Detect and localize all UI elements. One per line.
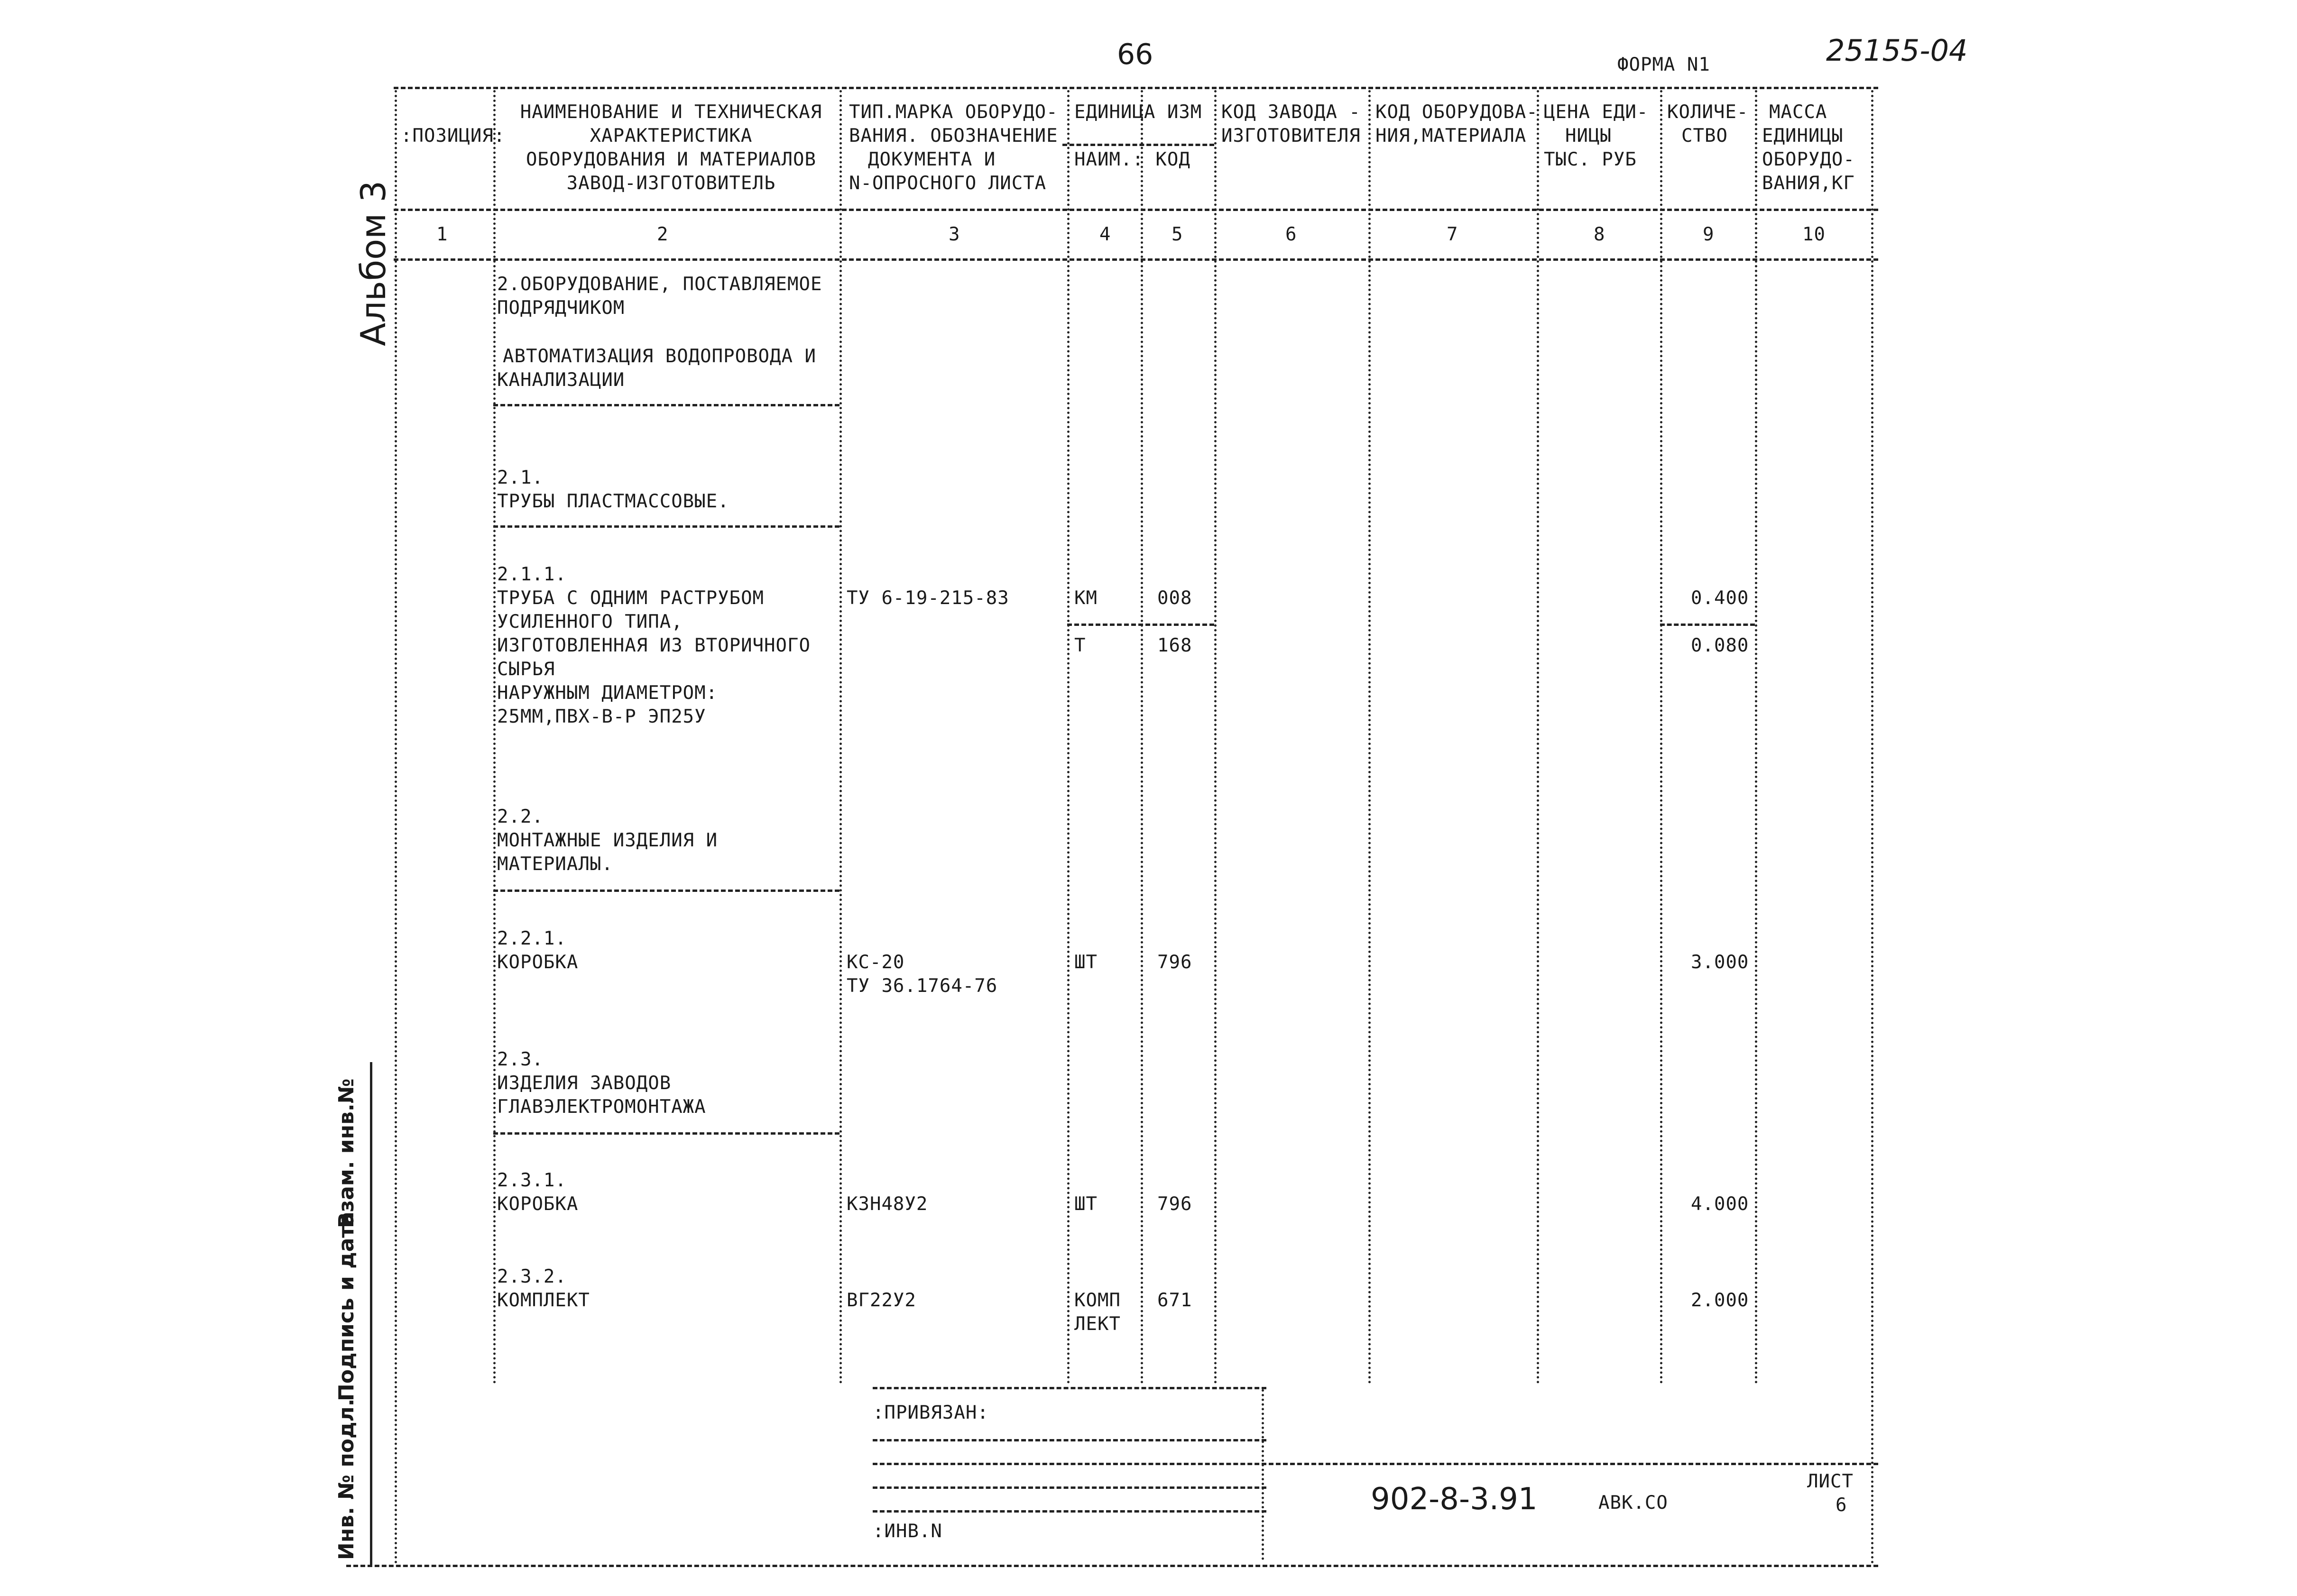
row-text: АВТОМАТИЗАЦИЯ ВОДОПРОВОДА И	[503, 346, 816, 367]
row-unit: ШТ	[1074, 952, 1098, 973]
row-qty: 3.000	[1691, 952, 1749, 973]
header-type-line: ДОКУМЕНТА И	[868, 149, 996, 170]
header-name-line: ЗАВОД-ИЗГОТОВИТЕЛЬ	[566, 173, 776, 194]
row-text: КОРОБКА	[497, 952, 579, 973]
col-number: 7	[1447, 224, 1458, 245]
row-text: 2.1.	[497, 467, 544, 488]
row-code: 796	[1157, 952, 1192, 973]
row-unit: Т	[1074, 635, 1086, 656]
row-text: ГЛАВЭЛЕКТРОМОНТАЖА	[497, 1096, 706, 1118]
row-code: 008	[1157, 587, 1192, 609]
row-text: 2.ОБОРУДОВАНИЕ, ПОСТАВЛЯЕМОЕ	[497, 274, 822, 295]
col-number: 3	[949, 224, 960, 245]
row-doc: ВГ22У2	[847, 1290, 916, 1311]
row-text: 2.3.1.	[497, 1170, 567, 1191]
row-unit: КМ	[1074, 587, 1098, 609]
col-number: 10	[1802, 224, 1826, 245]
row-text: 2.2.1.	[497, 928, 567, 949]
header-price-line: ЦЕНА ЕДИ-	[1544, 101, 1649, 123]
header-plant-code-line: ИЗГОТОВИТЕЛЯ	[1221, 125, 1361, 147]
privyazan-label: :ПРИВЯЗАН:	[873, 1402, 989, 1423]
header-quantity-line: КОЛИЧЕ-	[1667, 101, 1749, 123]
row-text: ПОДРЯДЧИКОМ	[497, 297, 625, 319]
sheet-number: 6	[1836, 1495, 1847, 1516]
album-label: Альбом 3	[353, 180, 393, 346]
row-text: ТРУБА С ОДНИМ РАСТРУБОМ	[497, 587, 765, 609]
header-equipment-code-line: КОД ОБОРУДОВА-	[1375, 101, 1538, 123]
row-unit: КОМП	[1074, 1290, 1121, 1311]
header-unit-line: НАИМ.: КОД	[1074, 149, 1190, 170]
header-mass-line: ОБОРУДО-	[1762, 149, 1855, 170]
row-unit: ЛЕКТ	[1074, 1313, 1121, 1335]
header-quantity-line: СТВО	[1681, 125, 1728, 147]
row-text: МОНТАЖНЫЕ ИЗДЕЛИЯ И	[497, 830, 718, 851]
vzam-inv-label: Взам. инв.№	[334, 1078, 359, 1228]
header-type-line: ТИП.МАРКА ОБОРУДО-	[849, 101, 1058, 123]
form-label: ФОРМА N1	[1617, 54, 1710, 75]
col-number: 8	[1594, 224, 1605, 245]
header-equipment-code-line: НИЯ,МАТЕРИАЛА	[1375, 125, 1527, 147]
col-number: 6	[1285, 224, 1297, 245]
inv-podl-label: Инв. № подл.	[334, 1398, 359, 1560]
col-number: 5	[1172, 224, 1183, 245]
header-mass-line: ЕДИНИЦЫ	[1762, 125, 1844, 147]
header-name-line: ОБОРУДОВАНИЯ И МАТЕРИАЛОВ	[526, 149, 816, 170]
row-doc: КС-20	[847, 952, 905, 973]
row-text: 2.3.2.	[497, 1266, 567, 1287]
col-number: 1	[436, 224, 448, 245]
signature-date-label: Подпись и дата	[334, 1211, 359, 1401]
header-plant-code-line: КОД ЗАВОДА -	[1221, 101, 1361, 123]
header-mass-line: ВАНИЯ,КГ	[1762, 173, 1855, 194]
col-number: 4	[1099, 224, 1111, 245]
col-number: 2	[657, 224, 669, 245]
row-text: ИЗДЕЛИЯ ЗАВОДОВ	[497, 1073, 672, 1094]
header-type-line: N-ОПРОСНОГО ЛИСТА	[849, 173, 1047, 194]
row-text: 2.1.1.	[497, 564, 567, 585]
page-number: 66	[1117, 38, 1153, 71]
row-code: 796	[1157, 1193, 1192, 1215]
row-text: 2.2.	[497, 806, 544, 827]
row-text: НАРУЖНЫМ ДИАМЕТРОМ:	[497, 682, 718, 704]
row-text: КОРОБКА	[497, 1193, 579, 1215]
row-text: КОМПЛЕКТ	[497, 1290, 590, 1311]
header-type-line: ВАНИЯ. ОБОЗНАЧЕНИЕ	[849, 125, 1058, 147]
header-price-line: ТЫС. РУБ	[1544, 149, 1637, 170]
row-text: 25ММ,ПВХ-В-Р ЭП25У	[497, 706, 706, 727]
row-text: КАНАЛИЗАЦИИ	[497, 369, 625, 391]
row-qty: 0.080	[1691, 635, 1749, 656]
header-unit-line: ЕДИНИЦА ИЗМ	[1074, 101, 1202, 123]
header-name-line: ХАРАКТЕРИСТИКА	[590, 125, 753, 147]
row-text: УСИЛЕННОГО ТИПА,	[497, 611, 683, 633]
row-text: ИЗГОТОВЛЕННАЯ ИЗ ВТОРИЧНОГО	[497, 635, 811, 656]
header-name-line: НАИМЕНОВАНИЕ И ТЕХНИЧЕСКАЯ	[520, 101, 822, 123]
sheet-label: ЛИСТ	[1807, 1471, 1854, 1492]
document-code: 902-8-3.91	[1371, 1482, 1538, 1517]
inv-label: :ИНВ.N	[873, 1521, 942, 1542]
col-number: 9	[1703, 224, 1715, 245]
row-qty: 4.000	[1691, 1193, 1749, 1215]
header-mass-line: МАССА	[1769, 101, 1827, 123]
row-text: ТРУБЫ ПЛАСТМАССОВЫЕ.	[497, 491, 729, 512]
row-text: МАТЕРИАЛЫ.	[497, 853, 613, 875]
row-doc: КЗН48У2	[847, 1193, 928, 1215]
document-suffix: АВК.СО	[1598, 1492, 1668, 1513]
row-code: 168	[1157, 635, 1192, 656]
row-doc: ТУ 6-19-215-83	[847, 587, 1009, 609]
handwritten-code: 25155-04	[1826, 33, 1968, 68]
row-qty: 0.400	[1691, 587, 1749, 609]
row-text: СЫРЬЯ	[497, 659, 555, 680]
row-text: 2.3.	[497, 1049, 544, 1070]
header-position: :ПОЗИЦИЯ:	[401, 125, 506, 147]
row-doc: ТУ 36.1764-76	[847, 975, 998, 997]
row-code: 671	[1157, 1290, 1192, 1311]
header-price-line: НИЦЫ	[1565, 125, 1612, 147]
row-qty: 2.000	[1691, 1290, 1749, 1311]
row-unit: ШТ	[1074, 1193, 1098, 1215]
